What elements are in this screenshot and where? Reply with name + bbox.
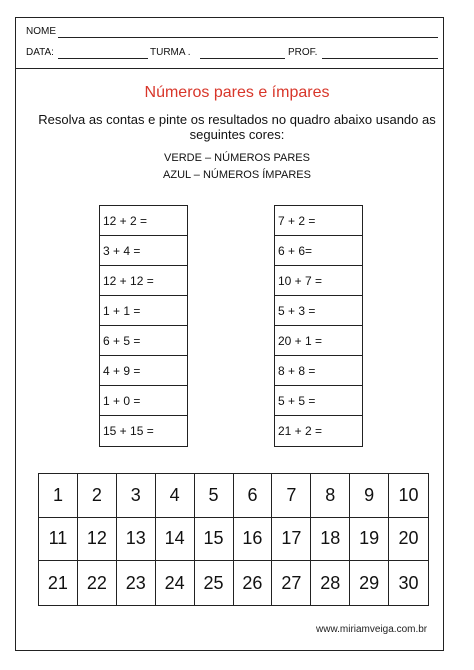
nome-label: NOME: [26, 26, 56, 37]
number-cell[interactable]: 26: [234, 561, 273, 605]
number-cell[interactable]: 14: [156, 518, 195, 562]
operation-cell[interactable]: 6 + 5 =: [100, 326, 187, 356]
instruction-line-2: seguintes cores:: [189, 127, 285, 142]
legend-green: VERDE – NÚMEROS PARES: [164, 152, 310, 164]
number-cell[interactable]: 20: [389, 518, 428, 562]
number-cell[interactable]: 22: [78, 561, 117, 605]
number-cell[interactable]: 19: [350, 518, 389, 562]
data-label: DATA:: [26, 47, 54, 58]
header-box: [15, 17, 444, 69]
operation-cell[interactable]: 4 + 9 =: [100, 356, 187, 386]
legend-blue: AZUL – NÚMEROS ÍMPARES: [163, 169, 311, 181]
number-cell[interactable]: 30: [398, 572, 419, 593]
operation-cell[interactable]: 8 + 8 =: [275, 356, 362, 386]
number-cell[interactable]: 2: [78, 474, 117, 518]
number-cell[interactable]: 25: [195, 561, 234, 605]
number-cell[interactable]: 24: [156, 561, 195, 605]
prof-label: PROF.: [288, 47, 318, 58]
operation-cell[interactable]: 10 + 7 =: [275, 266, 362, 296]
number-cell[interactable]: 13: [117, 518, 156, 562]
right-operations: [274, 205, 363, 447]
prof-field[interactable]: [322, 58, 438, 59]
instruction-line-1: Resolva as contas e pinte os resultados no quadro abaixo usando as: [38, 112, 436, 127]
number-cell[interactable]: 27: [272, 561, 311, 605]
operation-cell[interactable]: 1 + 0 =: [100, 386, 187, 416]
number-cell[interactable]: 1: [39, 474, 78, 518]
number-cell[interactable]: 9: [350, 474, 389, 518]
number-cell[interactable]: 12: [78, 518, 117, 562]
left-operations: [99, 205, 188, 447]
turma-field[interactable]: [200, 58, 285, 59]
operation-cell[interactable]: 5 + 3 =: [275, 296, 362, 326]
number-cell[interactable]: 28: [311, 561, 350, 605]
operation-cell[interactable]: 6 + 6=: [275, 236, 362, 266]
number-cell[interactable]: 16: [234, 518, 273, 562]
number-cell[interactable]: 11: [39, 518, 78, 562]
data-field[interactable]: [58, 58, 148, 59]
number-cell[interactable]: 21: [39, 561, 78, 605]
number-cell[interactable]: 18: [311, 518, 350, 562]
turma-label: TURMA .: [150, 47, 191, 58]
number-cell[interactable]: 15: [195, 518, 234, 562]
operation-cell[interactable]: 1 + 1 =: [100, 296, 187, 326]
operation-cell[interactable]: 20 + 1 =: [275, 326, 362, 356]
number-cell[interactable]: 3: [117, 474, 156, 518]
operation-cell[interactable]: 12 + 2 =: [100, 206, 187, 236]
operation-cell[interactable]: 15 + 15 =: [103, 424, 154, 438]
number-cell[interactable]: 4: [156, 474, 195, 518]
operation-cell[interactable]: 21 + 2 =: [278, 424, 323, 438]
number-cell[interactable]: 6: [234, 474, 273, 518]
operation-cell[interactable]: 3 + 4 =: [100, 236, 187, 266]
operation-cell[interactable]: 5 + 5 =: [275, 386, 362, 416]
operation-cell[interactable]: 7 + 2 =: [275, 206, 362, 236]
number-grid: [38, 473, 429, 606]
operation-cell[interactable]: 12 + 12 =: [100, 266, 187, 296]
number-cell[interactable]: 7: [272, 474, 311, 518]
number-cell[interactable]: 5: [195, 474, 234, 518]
number-cell[interactable]: 29: [350, 561, 389, 605]
nome-field[interactable]: [58, 37, 438, 38]
number-cell[interactable]: 23: [117, 561, 156, 605]
website-footer: www.miriamveiga.com.br: [316, 624, 428, 635]
number-cell[interactable]: 10: [389, 474, 428, 518]
number-cell[interactable]: 8: [311, 474, 350, 518]
number-cell[interactable]: 17: [272, 518, 311, 562]
page-title: Números pares e ímpares: [144, 84, 330, 101]
